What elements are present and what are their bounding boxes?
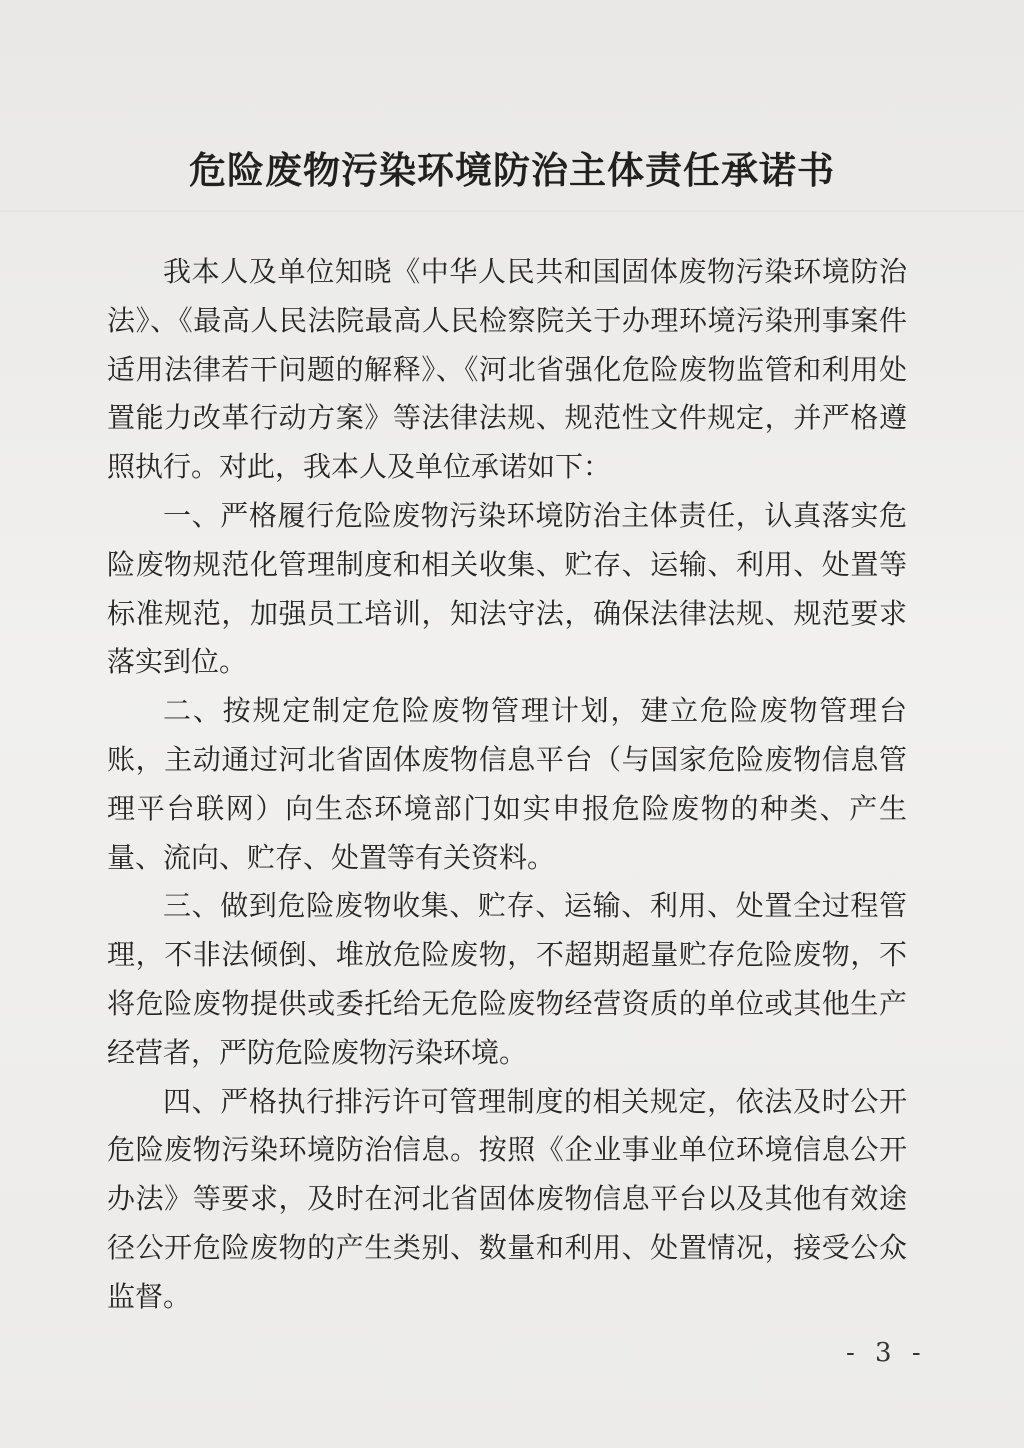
paragraph-commitment-3: 三、做到危险废物收集、贮存、运输、利用、处置全过程管理，不非法倾倒、堆放危险废物，不超期超量贮存危险废物，不将危险废物提供或委托给无危险废物经营资质的单位或其他生产经营者，严防危险废物污染环境。 <box>107 889 907 1069</box>
paragraph-commitment-4: 四、严格执行排污许可管理制度的相关规定，依法及时公开危险废物污染环境防治信息。按照《企业事业单位环境信息公开办法》等要求，及时在河北省固体废物信息平台以及其他有效途径公开危险废物的产生类别、数量和利用、处置情况，接受公众监督。 <box>107 1084 907 1313</box>
paper-crease <box>0 210 1024 212</box>
document-body <box>107 248 907 1322</box>
paragraph-commitment-2: 二、按规定制定危险废物管理计划，建立危险废物管理台账，主动通过河北省固体废物信息平台（与国家危险废物信息管理平台联网）向生态环境部门如实申报危险废物的种类、产生量、流向、贮存、处置等有关资料。 <box>107 694 907 874</box>
paragraph-commitment-1: 一、严格履行危险废物污染环境防治主体责任，认真落实危险废物规范化管理制度和相关收集、贮存、运输、利用、处置等标准规范，加强员工培训，知法守法，确保法律法规、规范要求落实到位。 <box>107 498 907 679</box>
page-number: - 3 - <box>846 1338 927 1368</box>
document-title: 危险废物污染环境防治主体责任承诺书 <box>189 148 835 192</box>
paragraph-intro: 我本人及单位知晓《中华人民共和国固体废物污染环境防治法》、《最高人民法院最高人民检察院关于办理环境污染刑事案件适用法律若干问题的解释》、《河北省强化危险废物监管和利用处置能力改革行动方案》等法律法规、规范性文件规定，并严格遵照执行。对此，我本人及单位承诺如下： <box>107 255 907 484</box>
